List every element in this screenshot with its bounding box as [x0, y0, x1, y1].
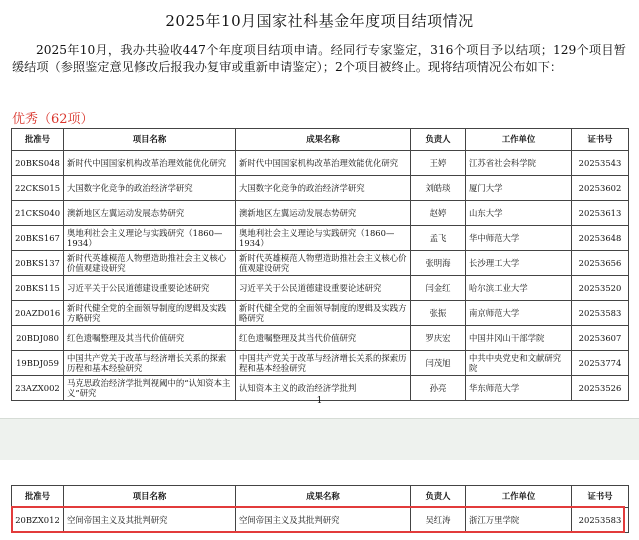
row-highlight-box — [11, 506, 625, 533]
cell-result: 新时代中国国家机构改革治理效能优化研究 — [236, 151, 411, 176]
cell-unit: 长沙理工大学 — [466, 251, 572, 276]
cell-result: 大国数字化竞争的政治经济学研究 — [236, 176, 411, 201]
cell-id: 20BKS115 — [12, 276, 64, 301]
header-unit: 工作单位 — [466, 129, 572, 151]
header-cert: 证书号 — [572, 486, 629, 508]
table-header-row — [12, 486, 629, 508]
cell-id: 20BDJ080 — [12, 326, 64, 351]
header-project: 项目名称 — [64, 129, 236, 151]
cell-cert: 20253526 — [572, 376, 629, 401]
cell-cert: 20253607 — [572, 326, 629, 351]
cell-unit: 华中师范大学 — [466, 226, 572, 251]
cell-project: 新时代英雄模范人物塑造助推社会主义核心价值观建设研究 — [64, 251, 236, 276]
cell-id: 23AZX002 — [12, 376, 64, 401]
cell-result: 认知资本主义的政治经济学批判 — [236, 376, 411, 401]
cell-leader: 张明海 — [411, 251, 466, 276]
header-project: 项目名称 — [64, 486, 236, 508]
cell-project: 奥地利社会主义理论与实践研究（1860—1934） — [64, 226, 236, 251]
cell-leader: 闫金红 — [411, 276, 466, 301]
cell-result: 习近平关于公民道德建设重要论述研究 — [236, 276, 411, 301]
cell-id: 22CKS015 — [12, 176, 64, 201]
results-table — [11, 128, 629, 401]
cell-project: 红色遗嘱整理及其当代价值研究 — [64, 326, 236, 351]
cell-leader: 罗庆宏 — [411, 326, 466, 351]
cell-cert: 20253656 — [572, 251, 629, 276]
cell-project: 空间帝国主义及其批判研究 — [64, 508, 236, 533]
cell-result: 澳新地区左翼运动发展态势研究 — [236, 201, 411, 226]
header-id: 批准号 — [12, 486, 64, 508]
table-header-row — [12, 129, 629, 151]
cell-leader: 孙亮 — [411, 376, 466, 401]
cell-cert: 20253648 — [572, 226, 629, 251]
cell-cert: 20253583 — [572, 508, 629, 533]
cell-project: 大国数字化竞争的政治经济学研究 — [64, 176, 236, 201]
table-row — [12, 201, 629, 226]
cell-unit: 华东师范大学 — [466, 376, 572, 401]
page-gap — [0, 418, 639, 462]
cell-project: 澳新地区左翼运动发展态势研究 — [64, 201, 236, 226]
cell-id: 20BZX012 — [12, 508, 64, 533]
header-leader: 负责人 — [411, 486, 466, 508]
cell-cert: 20253613 — [572, 201, 629, 226]
cell-leader: 吴红涛 — [411, 508, 466, 533]
section-label-excellent: 优秀（62项） — [12, 112, 94, 127]
cell-id: 20AZD016 — [12, 301, 64, 326]
table-row — [12, 276, 629, 301]
cell-result: 新时代英雄模范人物塑造助推社会主义核心价值观建设研究 — [236, 251, 411, 276]
cell-cert: 20253602 — [572, 176, 629, 201]
cell-result: 中国共产党关于改革与经济增长关系的探索历程和基本经验研究 — [236, 351, 411, 376]
table-row — [12, 176, 629, 201]
cell-project: 新时代健全党的全面领导制度的逻辑及实践方略研究 — [64, 301, 236, 326]
cell-project: 马克思政治经济学批判视阈中的“认知资本主义”研究 — [64, 376, 236, 401]
cell-cert: 20253520 — [572, 276, 629, 301]
header-cert: 证书号 — [572, 129, 629, 151]
cell-result: 红色遗嘱整理及其当代价值研究 — [236, 326, 411, 351]
cell-leader: 刘皓琰 — [411, 176, 466, 201]
cell-project: 中国共产党关于改革与经济增长关系的探索历程和基本经验研究 — [64, 351, 236, 376]
cell-unit: 江苏省社会科学院 — [466, 151, 572, 176]
cell-unit: 中共中央党史和文献研究院 — [466, 351, 572, 376]
table-row — [12, 226, 629, 251]
cell-id: 20BKS048 — [12, 151, 64, 176]
table-row — [12, 301, 629, 326]
cell-leader: 赵婷 — [411, 201, 466, 226]
intro-paragraph: 2025年10月，我办共验收447个年度项目结项申请。经同行专家鉴定，316个项目予以结项；129个项目暂缓结项（参照鉴定意见修改后报我办复审或重新申请鉴定）；2个项目被终止。现将结项情况公布如下： — [12, 43, 626, 74]
cell-id: 19BDJ059 — [12, 351, 64, 376]
document-title: 2025年10月国家社科基金年度项目结项情况 — [165, 12, 474, 30]
cell-unit: 中国井冈山干部学院 — [466, 326, 572, 351]
header-result: 成果名称 — [236, 129, 411, 151]
table-row — [12, 351, 629, 376]
cell-id: 20BKS137 — [12, 251, 64, 276]
cell-cert: 20253774 — [572, 351, 629, 376]
cell-unit: 山东大学 — [466, 201, 572, 226]
cell-project: 习近平关于公民道德建设重要论述研究 — [64, 276, 236, 301]
cell-id: 21CKS040 — [12, 201, 64, 226]
table-row — [12, 151, 629, 176]
cell-leader: 王婷 — [411, 151, 466, 176]
page-number: 1 — [316, 396, 323, 406]
cell-cert: 20253583 — [572, 301, 629, 326]
table-row — [12, 326, 629, 351]
cell-unit: 哈尔滨工业大学 — [466, 276, 572, 301]
cell-unit: 厦门大学 — [466, 176, 572, 201]
header-unit: 工作单位 — [466, 486, 572, 508]
cell-unit: 南京师范大学 — [466, 301, 572, 326]
header-leader: 负责人 — [411, 129, 466, 151]
cell-result: 新时代健全党的全面领导制度的逻辑及实践方略研究 — [236, 301, 411, 326]
cell-id: 20BKS167 — [12, 226, 64, 251]
header-result: 成果名称 — [236, 486, 411, 508]
cell-result: 奥地利社会主义理论与实践研究（1860—1934） — [236, 226, 411, 251]
cell-leader: 张振 — [411, 301, 466, 326]
cell-project: 新时代中国国家机构改革治理效能优化研究 — [64, 151, 236, 176]
cell-result: 空间帝国主义及其批判研究 — [236, 508, 411, 533]
cell-unit: 浙江万里学院 — [466, 508, 572, 533]
cell-leader: 闫茂旭 — [411, 351, 466, 376]
table-row — [12, 251, 629, 276]
cell-cert: 20253543 — [572, 151, 629, 176]
header-id: 批准号 — [12, 129, 64, 151]
cell-leader: 孟飞 — [411, 226, 466, 251]
